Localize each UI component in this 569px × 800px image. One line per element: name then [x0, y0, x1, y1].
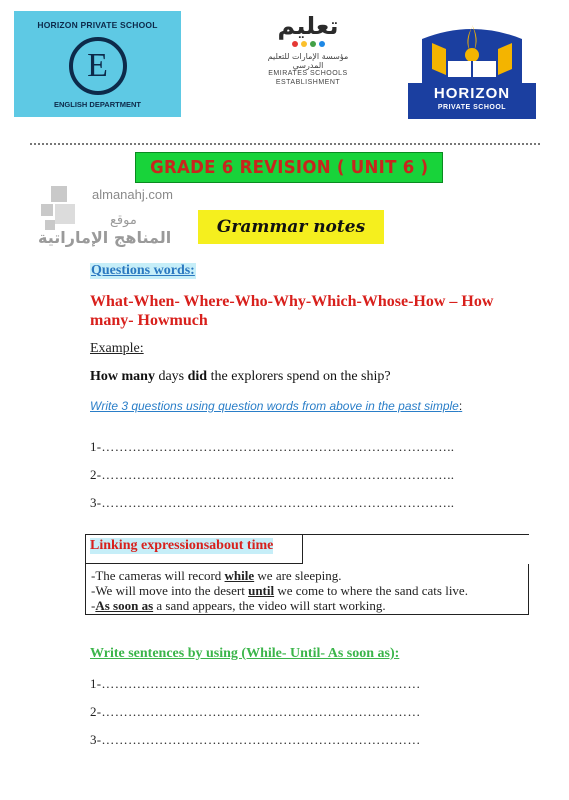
school-logo-letter: E: [87, 47, 108, 84]
example-text: -We will move into the desert: [91, 583, 249, 598]
answer-line[interactable]: 2-………………………………………………………………: [90, 704, 421, 719]
school-logo: [14, 11, 181, 117]
instruction-text: Write 3 questions using question words from above in the past simple: [90, 399, 459, 413]
linking-example: [91, 598, 386, 614]
horizon-shield-icon: [408, 17, 536, 87]
example-keyword-how-many: How many: [90, 369, 155, 384]
linking-example: [91, 583, 468, 599]
ese-logo-arabic-main: تعليم: [277, 12, 339, 40]
horizon-logo-subtitle: PRIVATE SCHOOL: [437, 104, 507, 111]
watermark-site: almanahj.com: [92, 187, 173, 202]
answer-line[interactable]: 2-……………………………………………………………………..: [90, 467, 455, 482]
example-text-1: days: [154, 369, 188, 384]
ese-logo-dots-icon: [290, 40, 326, 48]
page-title: GRADE 6 REVISION ( UNIT 6 ): [149, 157, 429, 178]
linking-keyword: while: [224, 568, 255, 583]
ese-logo-english-2: ESTABLISHMENT: [275, 78, 341, 86]
question-words-list: What-When- Where-Who-Why-Which-Whose-How – How many- Howmuch: [90, 293, 494, 329]
horizon-logo-name: HORIZON: [433, 85, 511, 102]
example-keyword-did: did: [187, 369, 208, 384]
horizon-logo: [408, 17, 536, 121]
linking-examples-box: [85, 564, 529, 615]
example-text: -: [91, 598, 96, 613]
example-sentence: [90, 369, 391, 385]
header-divider: [30, 143, 540, 145]
example-text: -The cameras will record: [91, 568, 225, 583]
example-text: we are sleeping.: [254, 568, 342, 583]
linking-keyword: until: [248, 583, 275, 598]
horizon-banner: [408, 83, 536, 119]
linking-heading: Linking expressionsabout time: [90, 538, 274, 553]
example-text-2: the explorers spend on the ship?: [207, 369, 391, 384]
answer-line[interactable]: 3-………………………………………………………………: [90, 732, 421, 747]
school-logo-department: ENGLISH DEPARTMENT: [54, 100, 141, 109]
grammar-notes-box: [198, 210, 384, 244]
example-label: Example:: [90, 341, 144, 356]
ese-logo-english-1: EMIRATES SCHOOLS: [268, 70, 348, 78]
watermark-arabic-2: المناهج الإماراتية: [38, 228, 172, 247]
example-text: we come to where the sand cats live.: [274, 583, 468, 598]
school-logo-emblem: [69, 37, 127, 95]
linking-heading-box: [85, 534, 303, 564]
answer-line[interactable]: 1-………………………………………………………………: [90, 676, 421, 691]
emirates-schools-logo: [258, 14, 358, 122]
answer-line[interactable]: 3-……………………………………………………………………..: [90, 495, 455, 510]
page-title-box: [135, 152, 443, 183]
school-logo-name: HORIZON PRIVATE SCHOOL: [37, 20, 158, 30]
questions-heading: Questions words:: [91, 263, 195, 278]
watermark-arabic-1: موقع: [110, 213, 137, 228]
linking-keyword: As soon as: [95, 598, 154, 613]
instruction: [90, 399, 462, 413]
linking-example: [91, 568, 342, 584]
write-sentences-heading: Write sentences by using (While- Until- As soon as):: [90, 646, 400, 661]
grammar-notes-title: Grammar notes: [216, 217, 366, 237]
instruction-colon: :: [458, 399, 463, 413]
answer-line[interactable]: 1-……………………………………………………………………..: [90, 439, 455, 454]
ese-logo-arabic-sub: مؤسسة الإمارات للتعليم المدرسي: [267, 52, 349, 71]
example-text: a sand appears, the video will start working.: [153, 598, 386, 613]
